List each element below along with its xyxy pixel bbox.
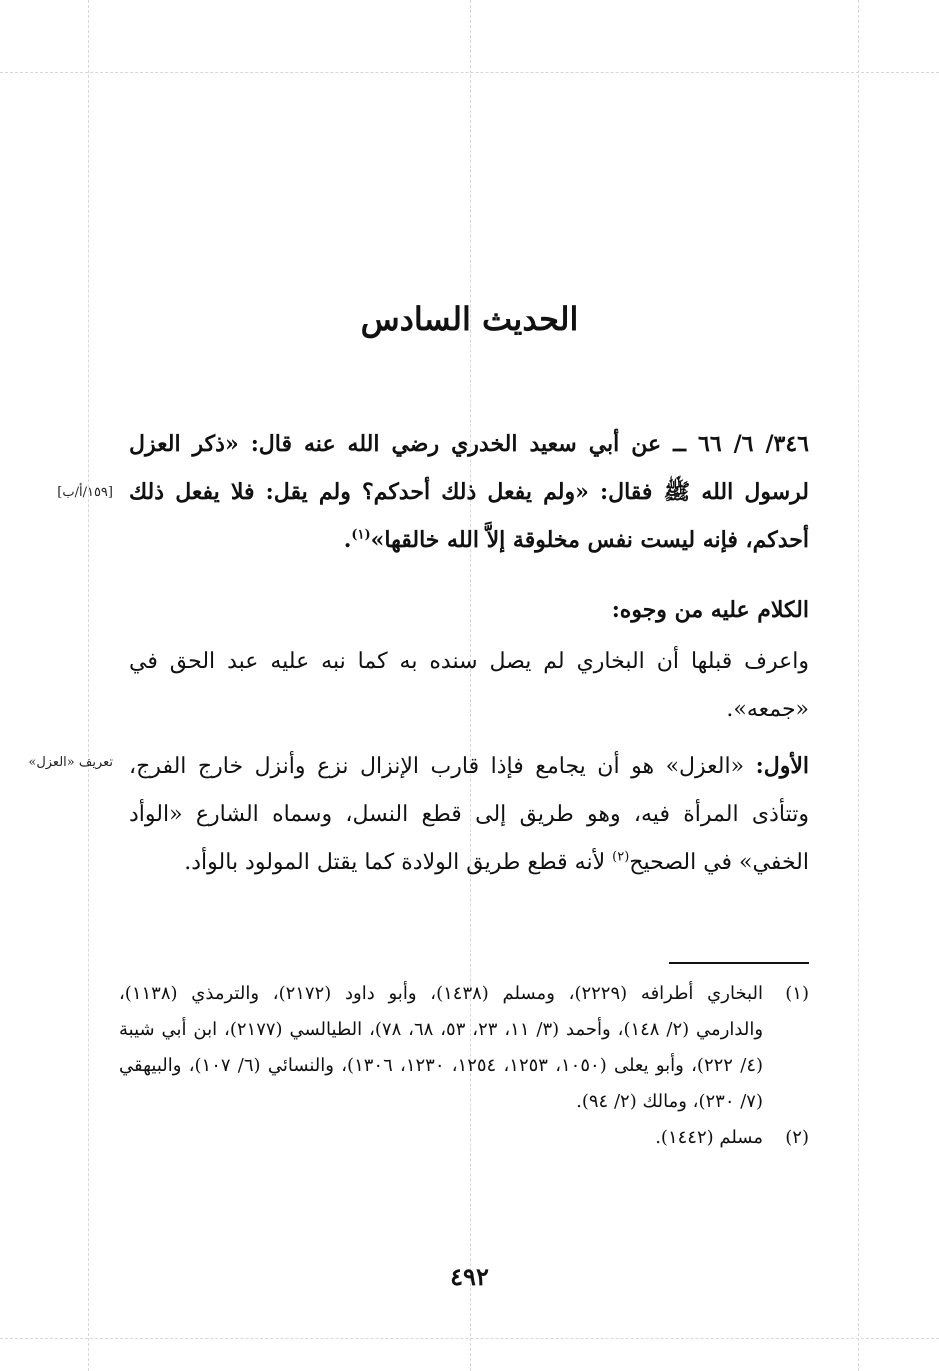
footnote-text: البخاري أطرافه (٢٢٢٩)، ومسلم (١٤٣٨)، وأبو داود (٢١٧٢)، والترمذي (١١٣٨)، والدارمي (٢/ ١٤٨)، وأحمد (٣/ ١١، ٢٣، ٥٣، ٦٨، ٧٨)، الطيالسي (٢١٧٧)، ابن أبي شيبة (٤/ ٢٢٢)، وأبو يعلى (١٠٥٠، ١٢٥٣، ١٢٥٤، ١٢٣٠، ١٣٠٦)، والنسائي (٦/ ١٠٧)، والبيهقي (٧/ ٢٣٠)، ومالك (٢/ ٩٤). — [119, 983, 764, 1112]
first-point-text-a: «العزل» هو أن يجامع فإذا قارب الإنزال نزع وأنزل خارج الفرج، وتتأذى المرأة فيه، وهو طريق إلى قطع النسل، وسماه الشارع «الوأد الخفي» في الصحيح — [129, 754, 809, 875]
footnote-item — [119, 1120, 809, 1156]
commentary-heading: الكلام عليه من وجوه: — [611, 597, 809, 623]
footnote-item — [119, 976, 809, 1120]
footnote-ref-2[interactable]: (٢) — [612, 849, 630, 865]
commentary-intro: واعرف قبلها أن البخاري لم يصل سنده به كما نبه عليه عبد الحق في «جمعه». — [129, 649, 809, 722]
first-point-label: الأول: — [755, 753, 809, 779]
footnote-number: (١) — [785, 983, 809, 1004]
commentary-first-point — [129, 742, 809, 887]
hadith-text — [129, 420, 809, 564]
scan-guide-line — [0, 72, 939, 73]
footnote-text: مسلم (١٤٤٢). — [655, 1127, 763, 1148]
hadith-body: ٣٤٦/ ٦/ ٦٦ ــ عن أبي سعيد الخدري رضي الله عنه قال: «ذكر العزل لرسول الله ﷺ فقال: «ولم يفعل ذلك أحدكم؟ ولم يقل: فلا يفعل ذلك أحدكم، فإنه ليست نفس مخلوقة إلاَّ الله خالقها» — [129, 431, 809, 553]
manuscript-reference: [١٥٩/أ/ب] — [57, 485, 113, 500]
hadith-end: . — [343, 527, 352, 553]
footnotes-list — [119, 976, 809, 1156]
first-point-text-b: لأنه قطع طريق الولادة كما يقتل المولود بالوأد. — [184, 850, 606, 875]
footnote-ref-1[interactable]: (١) — [351, 527, 371, 543]
scan-guide-line — [88, 0, 89, 1371]
topic-side-note: تعريف «العزل» — [28, 755, 113, 770]
chapter-title: الحديث السادس — [360, 300, 579, 338]
page-number: ٤٩٢ — [450, 1262, 489, 1291]
footnote-separator — [669, 962, 809, 964]
footnote-number: (٢) — [785, 1127, 809, 1148]
scan-guide-line — [0, 1338, 939, 1339]
scan-guide-line — [858, 0, 859, 1371]
